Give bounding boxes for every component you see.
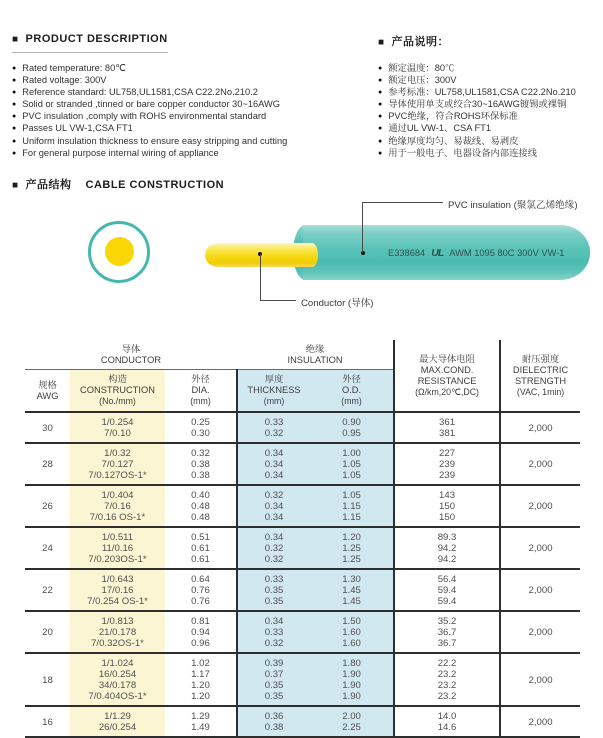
awg-cell: 20: [25, 611, 70, 653]
insulation-leader-line: [362, 202, 363, 253]
dia-cell: [165, 611, 237, 653]
cell-value: 1.15: [342, 501, 361, 512]
cell-value: 35.2: [437, 616, 457, 627]
bullet-text: 参考标准：UL758,UL1581,CSA C22.2No.210: [388, 87, 576, 98]
bullet-item: [12, 76, 372, 86]
bullet-icon: ●: [12, 89, 17, 97]
cell-value: 0.35: [264, 680, 284, 691]
cell-value: 34/0.178: [98, 680, 137, 691]
cell-value: 0.34: [264, 459, 284, 470]
table-row: [25, 611, 580, 653]
bullet-text: 用于一般电子、电器设备内部连接线: [388, 147, 537, 158]
cell-value: 0.33: [264, 417, 284, 428]
cell-value: 150: [439, 501, 456, 512]
cell-value: 7/0.203OS-1*: [88, 554, 147, 565]
construction-cell: [70, 706, 165, 737]
cell-value: 21/0.178: [98, 627, 137, 638]
awg-cell: 26: [25, 485, 70, 527]
cell-value: 0.32: [264, 554, 284, 565]
product-description-title: PRODUCT DESCRIPTION: [25, 33, 168, 45]
cell-value: 1.05: [342, 470, 361, 481]
cell-value: 26/0.254: [98, 722, 137, 733]
cell-value: 94.2: [437, 554, 457, 565]
dielectric-cell: 2,000: [500, 485, 580, 527]
cell-value: 0.36: [264, 711, 284, 722]
resistance-cell: [394, 443, 500, 485]
bullet-item: [378, 100, 600, 110]
cell-value: 1.60: [342, 627, 361, 638]
awg-cell: 22: [25, 569, 70, 611]
od-cell: [310, 527, 394, 569]
cell-value: 1.45: [342, 585, 361, 596]
column-label-cn: 外径: [342, 374, 361, 384]
cell-value: 0.51: [191, 532, 210, 543]
product-description-heading: [12, 33, 168, 53]
cell-value: 0.39: [264, 658, 284, 669]
cell-value: 59.4: [437, 585, 457, 596]
cell-value: 7/0.404OS-1*: [88, 691, 147, 702]
cell-value: 2.25: [342, 722, 361, 733]
cell-value: 0.38: [264, 722, 284, 733]
dia-cell: [165, 569, 237, 611]
column-label-cn: 最大导体电阻: [419, 353, 475, 364]
cell-value: 0.35: [264, 585, 284, 596]
bullet-icon: ●: [12, 137, 17, 145]
column-label-en: O.D.: [341, 385, 362, 395]
cell-value: 0.33: [264, 574, 284, 585]
bullet-text: 额定温度：80℃: [388, 63, 455, 73]
cell-value: 1.20: [191, 691, 210, 702]
cell-value: 1/1.29: [104, 711, 131, 722]
cell-value: 0.64: [191, 574, 210, 585]
bullet-icon: ●: [12, 101, 17, 109]
od-cell: [310, 611, 394, 653]
bullet-text: Reference standard: UL758,UL1581,CSA C22.2No.210.2: [22, 87, 258, 98]
cell-value: 1.20: [342, 532, 361, 543]
cell-value: 1.25: [342, 543, 361, 554]
column-unit: (No./mm): [99, 396, 136, 406]
cell-value: 7/0.127: [101, 459, 134, 470]
dia-cell: [165, 653, 237, 706]
resistance-column-header: [394, 340, 500, 412]
column-unit: (mm): [263, 396, 285, 406]
cell-value: 1.29: [191, 711, 210, 722]
cell-value: 0.32: [191, 448, 210, 459]
thickness-cell: [237, 443, 310, 485]
dia-cell: [165, 412, 237, 443]
cell-value: 23.2: [437, 680, 457, 691]
table-row: [25, 443, 580, 485]
insulation-label: PVC insulation (聚氯乙烯绝缘): [448, 200, 578, 211]
bullet-icon: ●: [12, 125, 17, 133]
bullet-item: [12, 64, 372, 74]
construction-cell: [70, 412, 165, 443]
conductor-cross-section: [105, 237, 134, 266]
cell-value: 0.32: [264, 428, 284, 439]
bullet-text: Uniform insulation thickness to ensure easy stripping and cutting: [22, 135, 288, 146]
cell-value: 56.4: [437, 574, 457, 585]
bullet-icon: ●: [12, 77, 17, 85]
od-cell: [310, 653, 394, 706]
cell-value: 381: [439, 428, 456, 439]
bullet-item: [12, 100, 372, 110]
cell-value: 0.35: [264, 691, 284, 702]
column-unit: (mm): [190, 396, 211, 406]
column-unit: (VAC, 1min): [516, 386, 565, 397]
cell-value: 1.17: [191, 669, 210, 680]
dielectric-cell: 2,000: [500, 527, 580, 569]
thickness-cell: [237, 569, 310, 611]
dielectric-cell: 2,000: [500, 443, 580, 485]
column-label-en: MAX.COND.: [420, 364, 474, 375]
od-column-header: [310, 370, 394, 413]
cell-value: 1/0.32: [104, 448, 131, 459]
bullet-item: [12, 112, 372, 122]
cell-value: 0.48: [191, 512, 210, 523]
insulation-leader-line: [362, 202, 443, 203]
product-notes-heading: [378, 33, 449, 49]
cell-value: 0.90: [342, 417, 361, 428]
cable-construction-heading: [12, 176, 224, 192]
bullet-icon: ●: [378, 113, 383, 121]
product-notes-title: 产品说明：: [391, 36, 450, 48]
awg-cell: 30: [25, 412, 70, 443]
cell-value: 23.2: [437, 669, 457, 680]
cell-value: 23.2: [437, 691, 457, 702]
bullet-item: [378, 76, 600, 86]
cell-value: 0.34: [264, 616, 284, 627]
cell-value: 0.61: [191, 543, 210, 554]
cell-value: 0.76: [191, 596, 210, 607]
bullet-text: For general purpose internal wiring of appliance: [22, 147, 219, 158]
group-label-en: CONDUCTOR: [100, 355, 162, 365]
bullet-icon: ●: [378, 137, 383, 145]
bullet-text: PVC insulation ,comply with ROHS environmental standard: [22, 111, 267, 122]
cell-value: 1.05: [342, 490, 361, 501]
dielectric-cell: 2,000: [500, 706, 580, 737]
awg-cell: 16: [25, 706, 70, 737]
cell-value: 0.76: [191, 585, 210, 596]
table-row: [25, 485, 580, 527]
conductor-leader-line: [260, 254, 261, 301]
cell-value: 0.40: [191, 490, 210, 501]
cell-value: 89.3: [437, 532, 457, 543]
bullet-text: 通过UL VW-1、CSA FT1: [388, 123, 492, 134]
square-bullet-icon: ■: [12, 34, 19, 45]
od-cell: [310, 443, 394, 485]
cell-value: 1.15: [342, 512, 361, 523]
awg-cell: 28: [25, 443, 70, 485]
construction-cell: [70, 527, 165, 569]
cell-value: 0.61: [191, 554, 210, 565]
bullet-icon: ●: [378, 125, 383, 133]
cell-value: 0.96: [191, 638, 210, 649]
table-row: [25, 706, 580, 737]
cell-value: 7/0.127OS-1*: [88, 470, 147, 481]
construction-cell: [70, 485, 165, 527]
cell-value: 1.30: [342, 574, 361, 585]
column-label-cn: 厚度: [264, 374, 284, 384]
column-label-cn: 规格: [38, 379, 57, 390]
cell-value: 0.95: [342, 428, 361, 439]
cable-cert-number: E338684: [388, 248, 426, 258]
cell-value: 0.81: [191, 616, 210, 627]
cell-value: 143: [439, 490, 456, 501]
od-cell: [310, 569, 394, 611]
bullet-text: Rated temperature: 80℃: [22, 63, 126, 73]
product-notes-list: [378, 64, 600, 161]
cell-value: 16/0.254: [98, 669, 137, 680]
cell-value: 1.20: [191, 680, 210, 691]
cell-value: 0.34: [264, 470, 284, 481]
cell-value: 1.49: [191, 722, 210, 733]
dia-column-header: [165, 370, 237, 413]
bullet-text: Solid or stranded ,tinned or bare copper conductor 30~16AWG: [22, 99, 281, 110]
column-unit: (mm): [341, 396, 362, 406]
column-label-en: THICKNESS: [247, 385, 301, 395]
dielectric-cell: 2,000: [500, 569, 580, 611]
cell-value: 0.32: [264, 638, 284, 649]
column-label-en: DIA.: [191, 385, 210, 395]
construction-cell: [70, 569, 165, 611]
thickness-cell: [237, 653, 310, 706]
bullet-icon: ●: [12, 113, 17, 121]
ul-logo: UL: [431, 247, 444, 259]
conductor-leader-line: [260, 300, 296, 301]
cell-value: 0.37: [264, 669, 284, 680]
group-label-cn: 绝缘: [305, 344, 325, 354]
thickness-cell: [237, 706, 310, 737]
awg-cell: 18: [25, 653, 70, 706]
cable-print-text: [388, 247, 584, 259]
cell-value: 0.94: [191, 627, 210, 638]
cell-value: 0.25: [191, 417, 210, 428]
bullet-icon: ●: [378, 101, 383, 109]
cell-value: 1/0.254: [101, 417, 134, 428]
cell-value: 0.32: [264, 490, 284, 501]
conductor-group-header: [25, 340, 237, 370]
thickness-cell: [237, 412, 310, 443]
bullet-icon: ●: [378, 149, 383, 157]
dielectric-cell: 2,000: [500, 412, 580, 443]
cell-value: 14.6: [437, 722, 457, 733]
cell-value: 7/0.32OS-1*: [91, 638, 144, 649]
conductor-label: Conductor (导体): [301, 298, 374, 309]
cell-value: 1/1.024: [101, 658, 134, 669]
bullet-item: [12, 88, 372, 98]
insulation-group-header: [237, 340, 394, 370]
cell-value: 7/0.16 OS-1*: [89, 512, 146, 523]
product-description-list: [12, 64, 372, 161]
cell-value: 1.45: [342, 596, 361, 607]
cell-value: 1.02: [191, 658, 210, 669]
square-bullet-icon: ■: [378, 37, 385, 48]
construction-cell: [70, 611, 165, 653]
resistance-cell: [394, 611, 500, 653]
bullet-item: [378, 64, 600, 74]
column-label-en: RESISTANCE: [417, 375, 477, 386]
cell-value: 1/0.643: [101, 574, 134, 585]
cell-value: 0.32: [264, 543, 284, 554]
bullet-item: [12, 137, 372, 147]
bullet-text: Passes UL VW-1,CSA FT1: [22, 123, 133, 134]
cell-value: 1/0.813: [101, 616, 134, 627]
column-unit: (Ω/km,20℃,DC): [415, 386, 479, 397]
cell-value: 1.60: [342, 638, 361, 649]
cell-value: 0.34: [264, 532, 284, 543]
awg-cell: 24: [25, 527, 70, 569]
bullet-text: 导体使用单支或绞合30~16AWG镀锡或裸铜: [388, 99, 567, 110]
construction-cell: [70, 443, 165, 485]
bullet-text: 绝缘厚度均匀、易裁线、易剥皮: [388, 135, 519, 146]
cell-value: 0.34: [264, 448, 284, 459]
table-row: [25, 527, 580, 569]
column-label-en: DIELECTRIC: [512, 364, 569, 375]
od-cell: [310, 706, 394, 737]
dia-cell: [165, 443, 237, 485]
group-label-cn: 导体: [121, 344, 141, 354]
square-bullet-icon: ■: [12, 180, 19, 191]
thickness-cell: [237, 485, 310, 527]
cell-value: 0.34: [264, 512, 284, 523]
cell-value: 7/0.254 OS-1*: [87, 596, 148, 607]
cell-value: 0.30: [191, 428, 210, 439]
bullet-item: [12, 149, 372, 159]
resistance-cell: [394, 569, 500, 611]
cell-value: 0.38: [191, 459, 210, 470]
resistance-cell: [394, 653, 500, 706]
cell-value: 1.50: [342, 616, 361, 627]
bullet-text: 额定电压：300V: [388, 75, 457, 86]
cell-value: 0.38: [191, 470, 210, 481]
table-row: [25, 412, 580, 443]
cell-value: 1/0.511: [101, 532, 134, 543]
bullet-text: PVC绝缘，符合ROHS环保标准: [388, 111, 518, 122]
cell-value: 361: [439, 417, 456, 428]
cell-value: 17/0.16: [101, 585, 134, 596]
cell-value: 239: [439, 459, 456, 470]
cable-cross-section: [88, 221, 150, 283]
dia-cell: [165, 485, 237, 527]
awg-column-header: [25, 370, 70, 413]
thickness-column-header: [237, 370, 310, 413]
cell-value: 0.48: [191, 501, 210, 512]
dielectric-column-header: [500, 340, 580, 412]
cell-value: 1.05: [342, 459, 361, 470]
cell-value: 0.34: [264, 501, 284, 512]
cable-marking: AWM 1095 80C 300V VW-1: [449, 248, 565, 258]
cable-construction-title-cn: 产品结构: [25, 179, 72, 191]
construction-column-header: [70, 370, 165, 413]
bullet-icon: ●: [378, 89, 383, 97]
column-label-cn: 外径: [191, 374, 210, 384]
resistance-cell: [394, 485, 500, 527]
cell-value: 2.00: [342, 711, 361, 722]
column-label-en: CONSTRUCTION: [80, 385, 155, 395]
bullet-icon: ●: [378, 77, 383, 85]
cell-value: 1/0.404: [101, 490, 134, 501]
cell-value: 227: [439, 448, 456, 459]
table-row: [25, 569, 580, 611]
thickness-cell: [237, 527, 310, 569]
bullet-icon: ●: [378, 65, 383, 72]
cell-value: 59.4: [437, 596, 457, 607]
bullet-item: [378, 88, 600, 98]
bullet-icon: ●: [12, 65, 17, 72]
cell-value: 36.7: [437, 638, 457, 649]
column-label-cn: 构造: [108, 374, 127, 384]
cell-value: 94.2: [437, 543, 457, 554]
dielectric-cell: 2,000: [500, 653, 580, 706]
cell-value: 11/0.16: [101, 543, 134, 554]
cell-value: 0.33: [264, 627, 284, 638]
resistance-cell: [394, 706, 500, 737]
resistance-cell: [394, 527, 500, 569]
cell-value: 7/0.16: [104, 501, 131, 512]
cell-value: 36.7: [437, 627, 457, 638]
od-cell: [310, 485, 394, 527]
thickness-cell: [237, 611, 310, 653]
cell-value: 1.90: [342, 680, 361, 691]
spec-table-body: [25, 412, 580, 737]
od-cell: [310, 412, 394, 443]
bullet-item: [378, 112, 600, 122]
dielectric-cell: 2,000: [500, 611, 580, 653]
bullet-item: [378, 137, 600, 147]
cell-value: 1.25: [342, 554, 361, 565]
column-label-en: STRENGTH: [514, 375, 567, 386]
group-label-en: INSULATION: [287, 355, 343, 365]
bullet-text: Rated voltage: 300V: [22, 75, 107, 86]
cell-value: 14.0: [437, 711, 457, 722]
bullet-item: [12, 124, 372, 134]
resistance-cell: [394, 412, 500, 443]
dia-cell: [165, 527, 237, 569]
dia-cell: [165, 706, 237, 737]
spec-table: [25, 340, 580, 738]
cell-value: 1.90: [342, 669, 361, 680]
cell-value: 0.35: [264, 596, 284, 607]
cable-construction-title-en: CABLE CONSTRUCTION: [85, 179, 225, 191]
cell-value: 7/0.10: [104, 428, 131, 439]
cell-value: 239: [439, 470, 456, 481]
bullet-item: [378, 149, 600, 159]
cell-value: 1.90: [342, 691, 361, 702]
column-label-en: AWG: [36, 390, 59, 401]
cell-value: 1.00: [342, 448, 361, 459]
cell-value: 1.80: [342, 658, 361, 669]
group-header-row: [25, 340, 580, 370]
bullet-item: [378, 124, 600, 134]
bullet-icon: ●: [12, 149, 17, 157]
cell-value: 22.2: [437, 658, 457, 669]
table-row: [25, 653, 580, 706]
construction-cell: [70, 653, 165, 706]
cell-value: 150: [439, 512, 456, 523]
column-label-cn: 耐压强度: [521, 353, 560, 364]
